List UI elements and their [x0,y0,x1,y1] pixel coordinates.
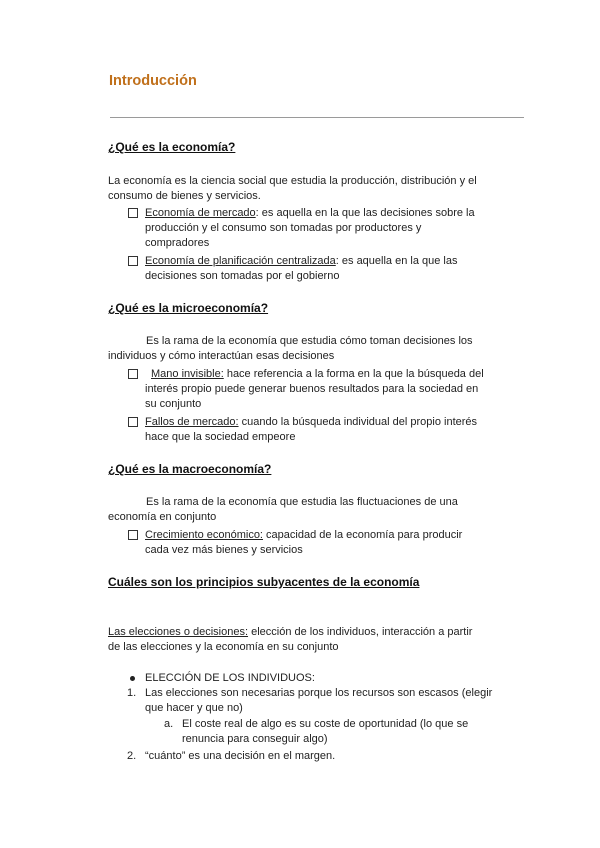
list-number: 1. [127,687,137,699]
title-divider [110,117,524,118]
term: Crecimiento económico: [145,529,263,541]
list-item-continuation: producción y el consumo son tomadas por productores y [145,222,422,234]
paragraph-line: economía en conjunto [108,511,217,523]
definition: capacidad de la economía para producir [263,529,463,541]
paragraph-line: Es la rama de la economía que estudia las fluctuaciones de una [146,496,458,508]
list-number: 2. [127,750,137,762]
bullet-icon [130,676,135,681]
list-item [145,254,457,269]
bullet-item: ELECCIÓN DE LOS INDIVIDUOS: [145,672,315,684]
checkbox-icon[interactable] [128,256,138,266]
section-heading-microeconomia: ¿Qué es la microeconomía? [108,301,269,315]
paragraph-line: La economía es la ciencia social que estudia la producción, distribución y el [108,175,477,187]
list-letter: a. [164,718,174,730]
term: Economía de planificación centralizada [145,255,336,267]
numbered-item: “cuánto” es una decisión en el margen. [145,750,336,762]
lettered-item-continuation: renuncia para conseguir algo) [182,733,328,745]
list-item-continuation: cada vez más bienes y servicios [145,544,303,556]
list-item-continuation: decisiones son tomadas por el gobierno [145,270,340,282]
paragraph-line: de las elecciones y la economía en su conjunto [108,641,339,653]
lettered-item: El coste real de algo es su coste de oportunidad (lo que se [182,718,469,730]
definition: elección de los individuos, interacción a partir [248,626,473,638]
section-heading-macroeconomia: ¿Qué es la macroeconomía? [108,462,272,476]
checkbox-icon[interactable] [128,369,138,379]
numbered-item-continuation: que hacer y que no) [145,702,243,714]
section-heading-economia: ¿Qué es la economía? [108,140,236,154]
term: Las elecciones o decisiones: [108,626,249,638]
definition: hace referencia a la forma en la que la búsqueda del [223,368,484,380]
list-item [151,367,484,382]
list-item [145,206,475,221]
definition: cuando la búsqueda individual del propio interés [238,416,478,428]
paragraph-line: Es la rama de la economía que estudia cómo toman decisiones los [146,335,473,347]
list-item-continuation: hace que la sociedad empeore [145,431,296,443]
list-item [145,415,477,430]
numbered-item: Las elecciones son necesarias porque los recursos son escasos (elegir [145,687,493,699]
checkbox-icon[interactable] [128,530,138,540]
term: Economía de mercado [145,207,256,219]
list-item-continuation: compradores [145,237,210,249]
list-item-continuation: su conjunto [145,398,202,410]
page-title: Introducción [109,73,197,89]
definition: : es aquella en la que las [335,255,458,267]
checkbox-icon[interactable] [128,417,138,427]
paragraph-line: individuos y cómo interactúan esas decisiones [108,350,335,362]
checkbox-icon[interactable] [128,208,138,218]
paragraph-line: consumo de bienes y servicios. [108,190,261,202]
paragraph-line [108,625,472,640]
list-item-continuation: interés propio puede generar buenos resultados para la sociedad en [145,383,479,395]
section-heading-principios: Cuáles son los principios subyacentes de la economía [108,575,420,589]
definition: : es aquella en la que las decisiones sobre la [255,207,475,219]
list-item [145,528,462,543]
term: Mano invisible: [151,368,224,380]
term: Fallos de mercado: [145,416,239,428]
